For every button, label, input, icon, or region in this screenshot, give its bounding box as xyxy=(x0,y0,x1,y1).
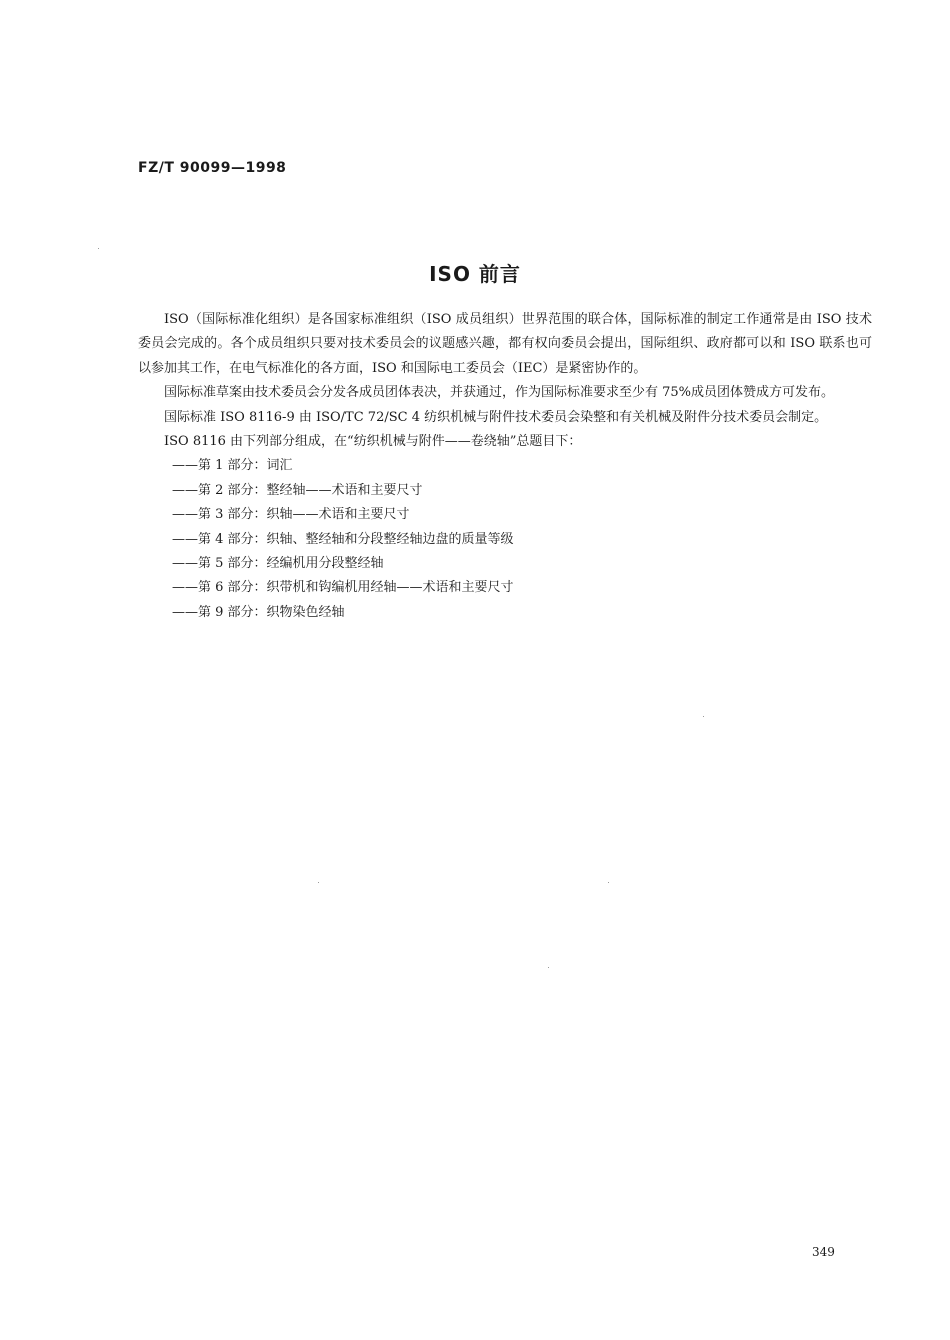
list-item: ——第 6 部分：织带机和钩编机用经轴——术语和主要尺寸 xyxy=(172,580,514,596)
scan-speck xyxy=(703,716,704,717)
list-item: ——第 9 部分：织物染色经轴 xyxy=(172,604,345,620)
paragraph-voting: 国际标准草案由技术委员会分发各成员团体表决，并获通过，作为国际标准要求至少有 75%成员团体赞成方可发布。 xyxy=(164,385,835,401)
parts-list xyxy=(138,454,872,625)
scan-speck xyxy=(608,882,609,883)
document-body xyxy=(138,308,872,625)
scan-speck xyxy=(318,882,319,883)
list-item: ——第 3 部分：织轴——术语和主要尺寸 xyxy=(172,507,410,523)
list-item: ——第 5 部分：经编机用分段整经轴 xyxy=(172,556,384,572)
paragraph-prepared-by: 国际标准 ISO 8116-9 由 ISO/TC 72/SC 4 纺织机械与附件技术委员会染整和有关机械及附件分技术委员会制定。 xyxy=(164,409,828,425)
list-item: ——第 4 部分：织轴、整经轴和分段整经轴边盘的质量等级 xyxy=(172,531,514,547)
standard-code: FZ/T 90099—1998 xyxy=(138,160,287,176)
paragraph-iso-organization: ISO（国际标准化组织）是各国家标准组织（ISO 成员组织）世界范围的联合体，国际标准的制定工作通常是由 ISO 技术委员会完成的。各个成员组织只要对技术委员会的议题感兴趣，都有权向委员会提出，国际组织、政府都可以和 ISO 联系也可以参加其工作，在电气标准化的各方面，ISO 和国际电工委员会（IEC）是紧密协作的。 xyxy=(138,312,872,376)
list-item: ——第 1 部分：词汇 xyxy=(172,458,293,474)
paragraph-parts-intro: ISO 8116 由下列部分组成，在“纺织机械与附件——卷绕轴”总题目下： xyxy=(164,434,582,450)
list-item: ——第 2 部分：整经轴——术语和主要尺寸 xyxy=(172,482,423,498)
page-title: ISO 前言 xyxy=(429,262,521,286)
scan-speck xyxy=(548,967,549,968)
scan-speck xyxy=(98,248,99,249)
page-number: 349 xyxy=(812,1245,835,1259)
